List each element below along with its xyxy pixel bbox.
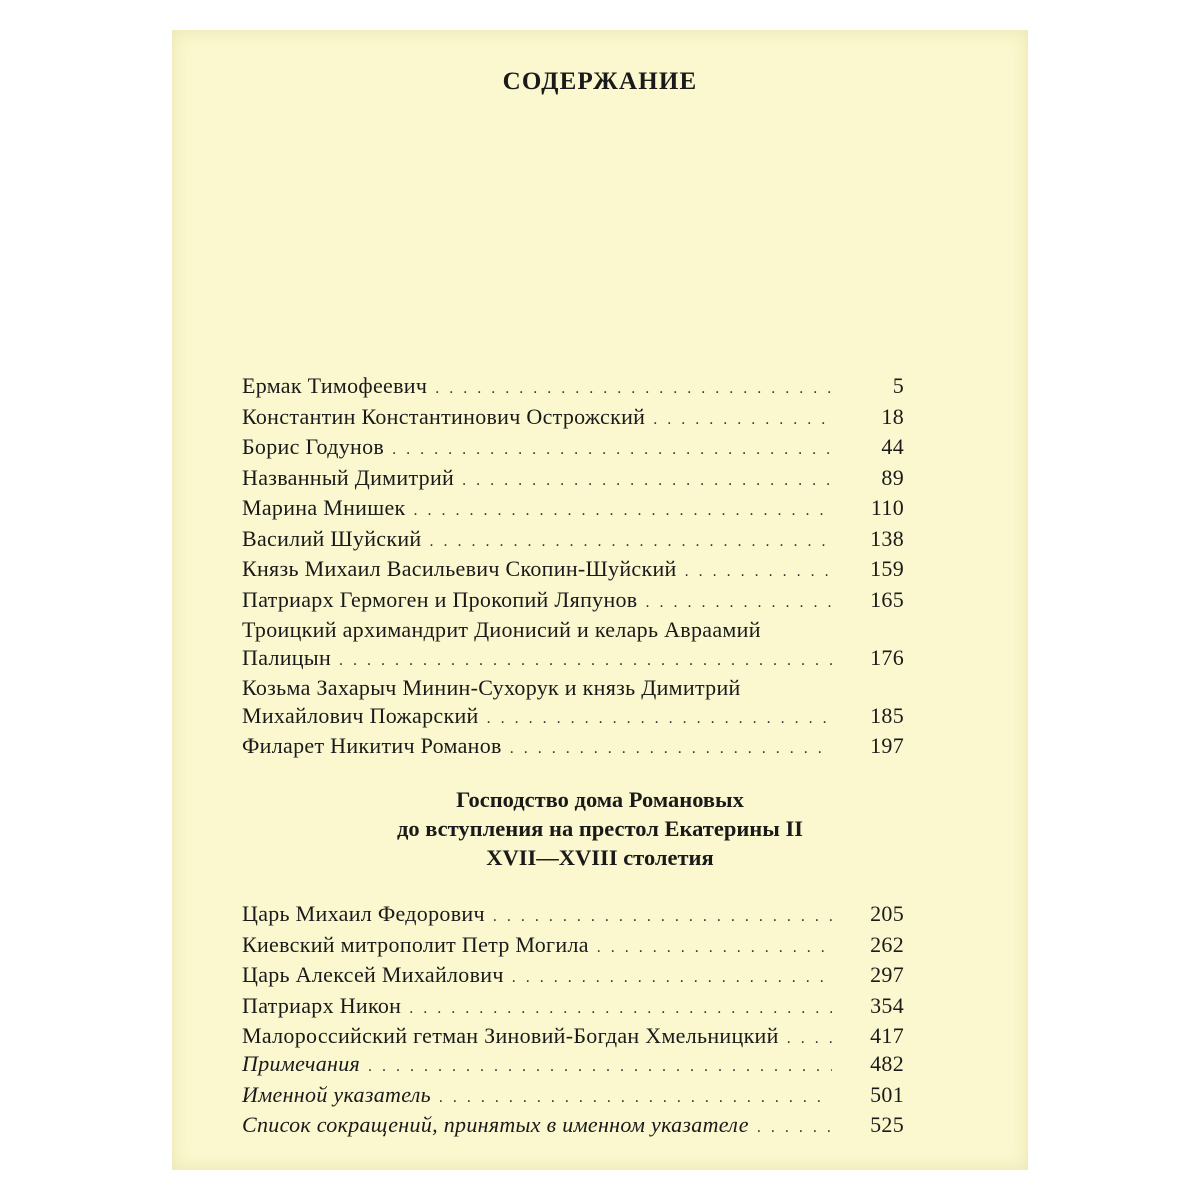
dot-leader xyxy=(493,903,832,931)
toc-entry xyxy=(242,644,904,675)
toc-entry-page: 5 xyxy=(892,373,904,398)
dot-leader xyxy=(653,406,832,434)
toc-entry xyxy=(242,494,904,525)
toc-entry xyxy=(242,372,904,403)
toc-entry xyxy=(242,464,904,495)
toc-entry-title: Царь Алексей Михайлович xyxy=(242,962,504,987)
toc-entry-title-line-1: Козьма Захарыч Минин-Сухорук и князь Димитрий xyxy=(242,675,741,700)
toc-entry-title: Киевский митрополит Петр Могила xyxy=(242,931,589,957)
toc-entry-page: 138 xyxy=(870,525,904,551)
toc-entry xyxy=(242,433,904,464)
toc-entry-title: Василий Шуйский xyxy=(242,525,422,551)
toc-entry-page: 110 xyxy=(870,495,904,520)
toc-entry xyxy=(242,555,904,586)
toc-entry-title: Царь Михаил Федорович xyxy=(242,901,485,926)
section-heading-line-1: Господство дома Романовых xyxy=(456,787,744,812)
toc-entry-title: Филарет Никитич Романов xyxy=(242,733,502,758)
dot-leader xyxy=(646,589,833,617)
toc-entry-title: Примечания xyxy=(242,1051,361,1076)
toc-entry-title: Константин Константинович Острожский xyxy=(242,403,646,429)
toc-entry-page: 205 xyxy=(870,901,904,926)
toc-entry-page: 501 xyxy=(870,1081,904,1107)
toc-entry-page: 159 xyxy=(870,556,904,581)
toc-entry-page: 417 xyxy=(870,1023,904,1048)
toc-part-1 xyxy=(242,372,904,763)
toc-entry-page: 185 xyxy=(870,702,904,728)
section-heading xyxy=(172,785,1028,872)
toc-entry-title: Патриарх Гермоген и Прокопий Ляпунов xyxy=(242,586,638,612)
toc-entry-title-line-1: Троицкий архимандрит Дионисий и келарь Авраамий xyxy=(242,617,761,642)
dot-leader xyxy=(439,1084,832,1112)
toc-entry-page: 165 xyxy=(870,586,904,612)
dot-leader xyxy=(487,705,832,733)
dot-leader xyxy=(685,558,832,586)
dot-leader xyxy=(392,436,832,464)
toc-entry xyxy=(242,586,904,617)
toc-entry xyxy=(242,1081,904,1112)
toc-entry xyxy=(242,992,904,1023)
toc-entry xyxy=(242,702,904,733)
section-heading-line-3: XVII—XVIII столетия xyxy=(486,845,714,870)
toc-entry-page: 262 xyxy=(870,931,904,957)
toc-entry-page: 482 xyxy=(870,1051,904,1076)
toc-entry-title: Патриарх Никон xyxy=(242,992,402,1018)
dot-leader xyxy=(368,1053,832,1081)
toc-entry xyxy=(242,525,904,556)
dot-leader xyxy=(462,467,832,495)
toc-entry-title: Малороссийский гетман Зиновий-Богдан Хмельницкий xyxy=(242,1023,779,1048)
toc-entry-title: Михайлович Пожарский xyxy=(242,702,479,728)
toc-entry-title: Ермак Тимофеевич xyxy=(242,373,428,398)
dot-leader xyxy=(409,995,832,1023)
dot-leader xyxy=(597,934,832,962)
toc-entry xyxy=(242,732,904,763)
toc-entry-page: 89 xyxy=(881,464,904,490)
dot-leader xyxy=(757,1114,832,1142)
toc-entry xyxy=(242,1111,904,1142)
section-heading-line-2: до вступления на престол Екатерины II xyxy=(397,816,803,841)
toc-entry xyxy=(242,931,904,962)
dot-leader xyxy=(339,647,832,675)
toc-entry-page: 197 xyxy=(870,733,904,758)
toc-entry-page: 44 xyxy=(881,434,904,459)
dot-leader xyxy=(512,964,832,992)
toc-entry-title: Борис Годунов xyxy=(242,434,385,459)
toc-entry-page: 354 xyxy=(870,992,904,1018)
dot-leader xyxy=(414,497,832,525)
dot-leader xyxy=(510,735,832,763)
toc-entry xyxy=(242,961,904,992)
dot-leader xyxy=(429,528,832,556)
book-page xyxy=(172,30,1028,1170)
toc-entry-title: Список сокращений, принятых в именном указателе xyxy=(242,1112,749,1137)
dot-leader xyxy=(787,1025,832,1053)
toc-entry-page: 297 xyxy=(870,962,904,987)
page-title: СОДЕРЖАНИЕ xyxy=(502,68,698,95)
toc-entry xyxy=(242,900,904,931)
toc-entry-title: Марина Мнишек xyxy=(242,495,406,520)
toc-part-2 xyxy=(242,900,904,1053)
toc-entry xyxy=(242,403,904,434)
toc-appendix xyxy=(242,1050,904,1142)
toc-entry-page: 525 xyxy=(870,1112,904,1137)
toc-entry-page: 18 xyxy=(881,403,904,429)
toc-entry xyxy=(242,1022,904,1053)
toc-entry-title: Названный Димитрий xyxy=(242,464,455,490)
toc-entry-title: Князь Михаил Васильевич Скопин-Шуйский xyxy=(242,556,677,581)
toc-entry-page: 176 xyxy=(870,644,904,670)
toc-entry-title: Палицын xyxy=(242,644,332,670)
dot-leader xyxy=(435,375,832,403)
toc-entry xyxy=(242,1050,904,1081)
toc-entry-title: Именной указатель xyxy=(242,1081,431,1107)
